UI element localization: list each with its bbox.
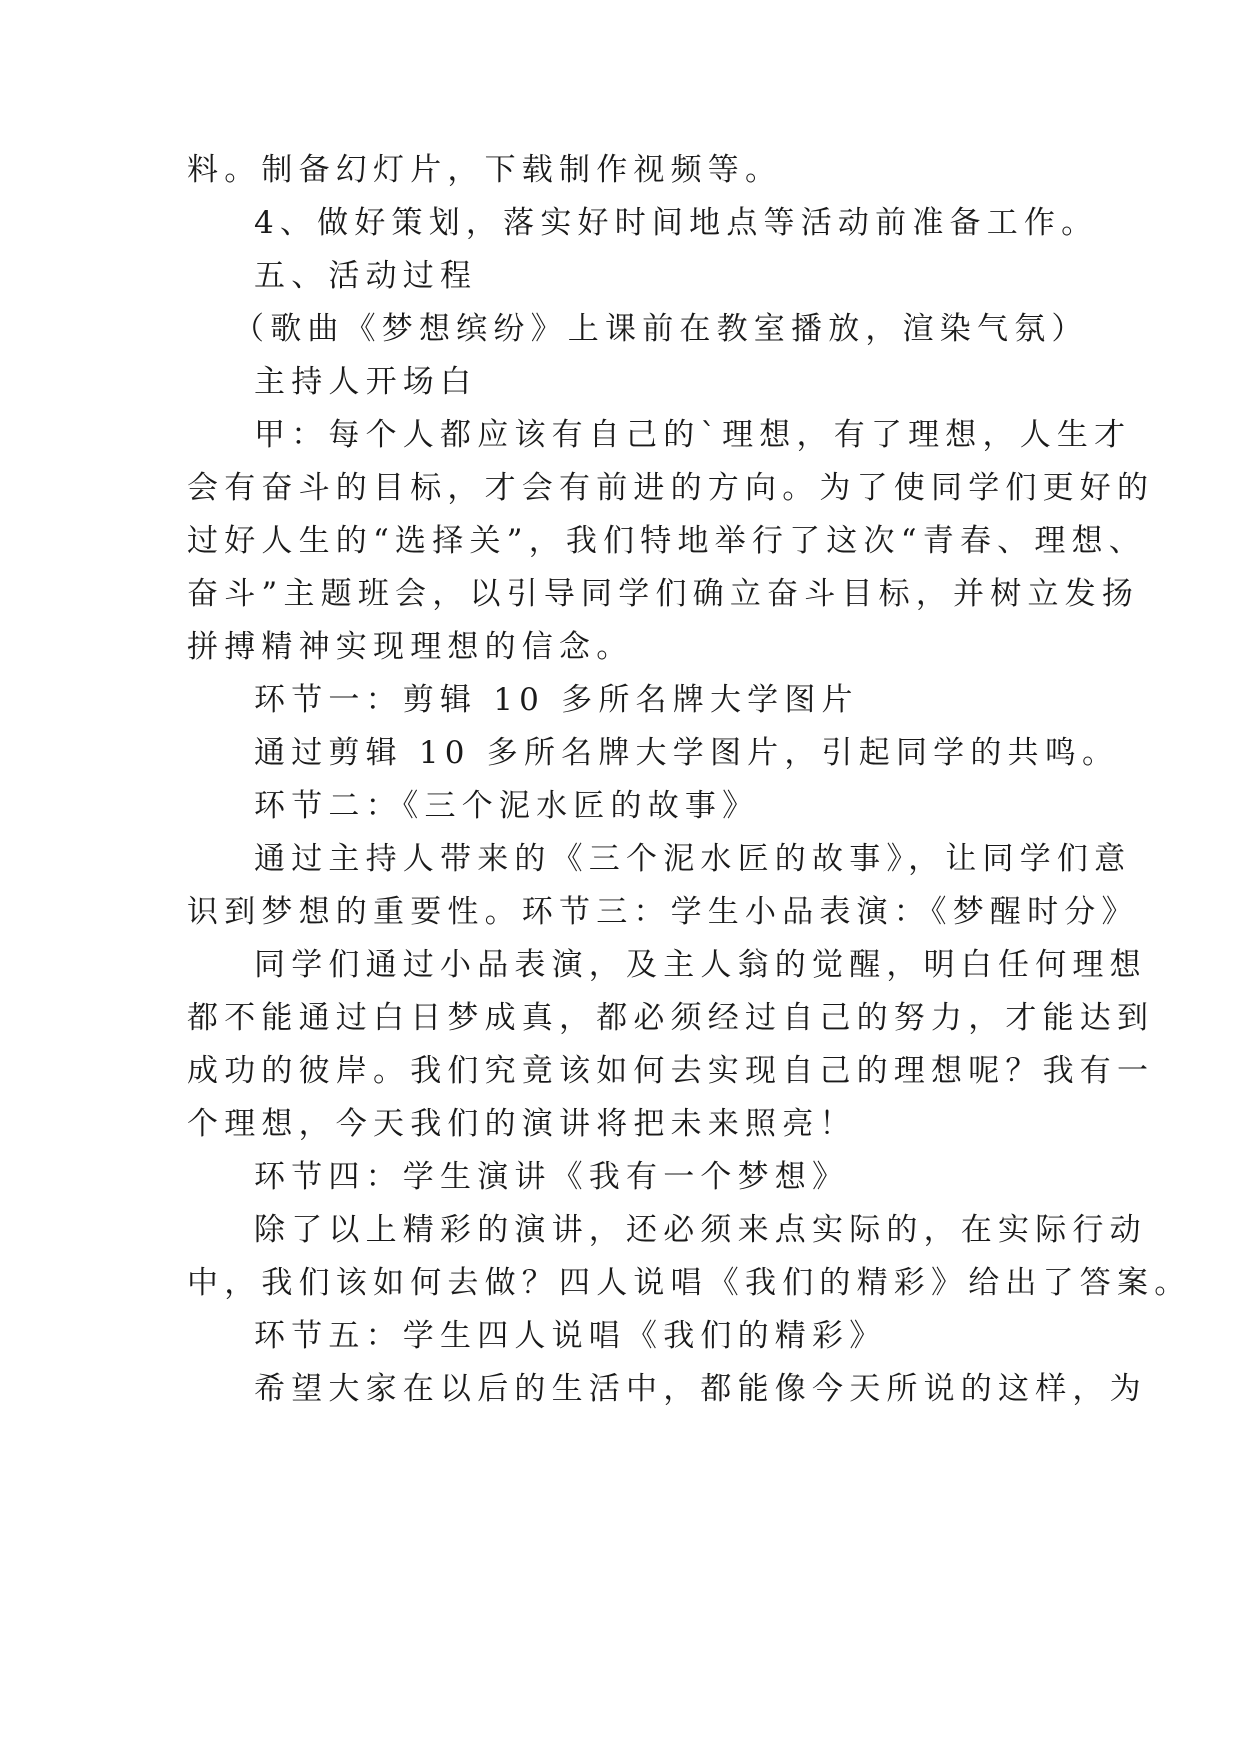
text-line: 通过主持人带来的《三个泥水匠的故事》，让同学们意 [254,841,1132,877]
text-line: 过好人生的“选择关”，我们特地举行了这次“青春、理想、 [187,523,1146,559]
text-line: 个理想，今天我们的演讲将把未来照亮！ [187,1106,857,1142]
text-line: 会有奋斗的目标，才会有前进的方向。为了使同学们更好的 [187,470,1155,506]
text-line: 除了以上精彩的演讲，还必须来点实际的，在实际行动 [254,1212,1147,1248]
text-line: 都不能通过白日梦成真，都必须经过自己的努力，才能达到 [187,1000,1155,1036]
text-line: 同学们通过小品表演，及主人翁的觉醒，明白任何理想 [254,947,1147,983]
text-line: 奋斗”主题班会，以引导同学们确立奋斗目标，并树立发扬 [187,576,1140,612]
text-line: 环节一：剪辑 10 多所名牌大学图片 [254,682,859,718]
text-line: 甲：每个人都应该有自己的`理想，有了理想，人生才 [254,417,1132,453]
section-heading: 五、活动过程 [254,258,478,294]
text-line: 拼搏精神实现理想的信念。 [187,629,634,665]
text-line: （歌曲《梦想缤纷》上课前在教室播放，渲染气氛） [233,311,1089,347]
text-line: 环节二：《三个泥水匠的故事》 [254,788,760,824]
text-line: 成功的彼岸。我们究竟该如何去实现自己的理想呢？我有一 [187,1053,1155,1089]
text-line: 环节五：学生四人说唱《我们的精彩》 [254,1318,887,1354]
text-line: 通过剪辑 10 多所名牌大学图片，引起同学的共鸣。 [254,735,1120,771]
text-line: 环节四：学生演讲《我有一个梦想》 [254,1159,850,1195]
text-line: 希望大家在以后的生活中，都能像今天所说的这样，为 [254,1371,1147,1407]
text-line: 料。制备幻灯片，下载制作视频等。 [187,152,783,188]
text-line: 中，我们该如何去做？四人说唱《我们的精彩》给出了答案。 [187,1265,1192,1301]
text-line: 4、做好策划，落实好时间地点等活动前准备工作。 [254,205,1099,241]
text-line: 识到梦想的重要性。环节三：学生小品表演：《梦醒时分》 [187,894,1139,930]
text-line: 主持人开场白 [254,364,478,400]
